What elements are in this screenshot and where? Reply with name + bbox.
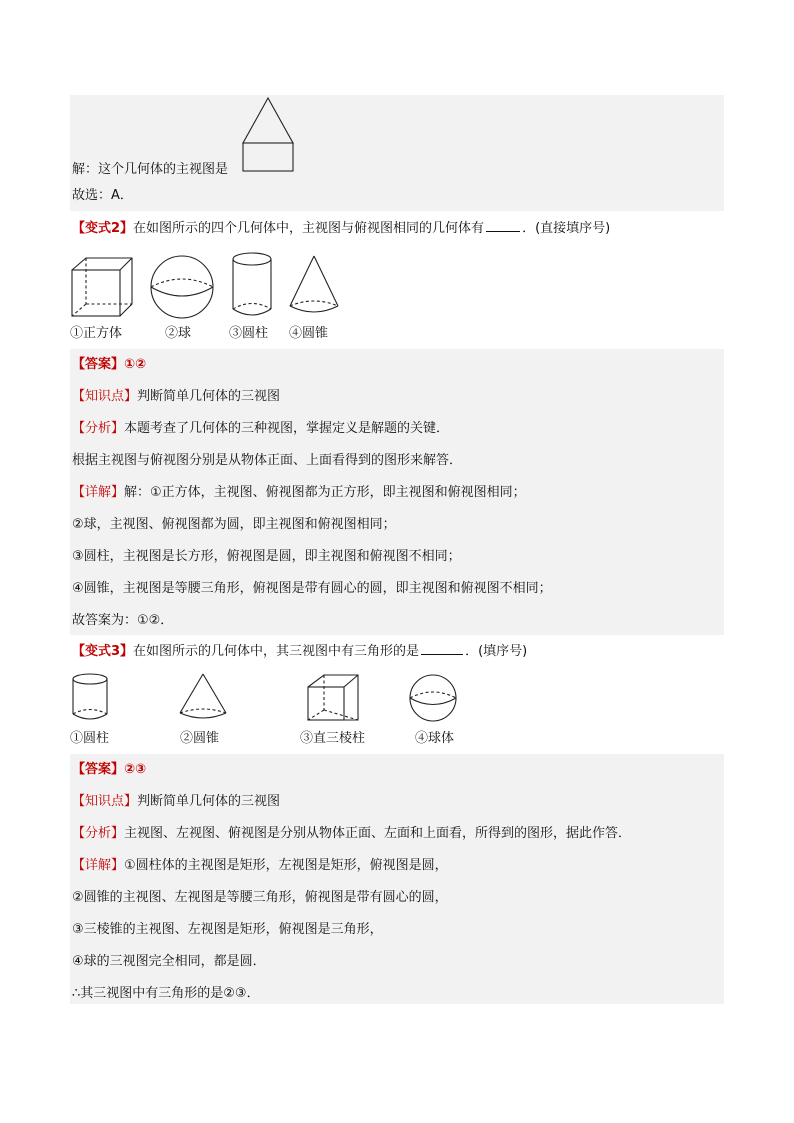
answer-blank xyxy=(421,642,463,655)
variant3-detail-4: ④球的三视图完全相同，都是圆． xyxy=(72,954,266,969)
answer-blank xyxy=(486,219,520,232)
caption-cone: ②圆锥 xyxy=(180,731,220,746)
cylinder-figure xyxy=(72,673,112,721)
knowledge-text: 判断简单几何体的三视图 xyxy=(137,794,281,809)
answer-tag: 【答案】 xyxy=(72,762,125,777)
choice-text: 故选：A． xyxy=(72,188,133,203)
prism-figure xyxy=(306,673,362,723)
variant2-question-a: 在如图所示的四个几何体中，主视图与俯视图相同的几何体有 xyxy=(133,221,485,236)
caption-sphere: ④球体 xyxy=(415,731,455,746)
analysis-tag: 【分析】 xyxy=(72,826,125,841)
variant3-conclusion: ∴其三视图中有三角形的是②③． xyxy=(72,986,260,1001)
house-shape-figure xyxy=(240,95,300,175)
knowledge-tag: 【知识点】 xyxy=(72,794,138,809)
sphere-figure xyxy=(409,674,461,726)
cube-figure xyxy=(70,256,136,318)
caption-cylinder: ③圆柱 xyxy=(229,326,269,341)
variant3-tag: 【变式3】 xyxy=(72,644,134,659)
variant2-conclusion: 故答案为：①②． xyxy=(72,613,174,628)
cone-figure xyxy=(288,254,344,318)
analysis-tag: 【分析】 xyxy=(72,421,125,436)
caption-cube: ①正方体 xyxy=(70,326,123,341)
knowledge-text: 判断简单几何体的三视图 xyxy=(137,389,281,404)
caption-prism: ③直三棱柱 xyxy=(300,731,366,746)
detail-tag: 【详解】 xyxy=(72,485,125,500)
variant3-detail-2: ②圆锥的主视图、左视图是等腰三角形，俯视图是带有圆心的圆， xyxy=(72,890,448,905)
detail-tag: 【详解】 xyxy=(72,858,125,873)
variant3-detail-1 xyxy=(72,857,448,875)
cylinder-figure xyxy=(231,252,275,318)
variant3-question xyxy=(72,642,527,661)
variant2-detail-4: ④圆锥，主视图是等腰三角形，俯视图是带有圆心的圆，即主视图和俯视图不相同； xyxy=(72,581,552,596)
caption-sphere: ②球 xyxy=(165,326,192,341)
variant2-answer xyxy=(72,356,146,374)
caption-cylinder: ①圆柱 xyxy=(70,731,110,746)
variant3-answer xyxy=(72,761,146,779)
solution-band-top xyxy=(70,95,724,211)
variant3-analysis xyxy=(72,825,631,843)
variant3-detail-3: ③三棱锥的主视图、左视图是矩形，俯视图是三角形， xyxy=(72,922,383,937)
variant2-analysis-1 xyxy=(72,420,449,438)
answer-tag: 【答案】 xyxy=(72,357,125,372)
cone-figure xyxy=(178,672,230,724)
variant3-question-a: 在如图所示的几何体中，其三视图中有三角形的是 xyxy=(133,644,420,659)
answer-value: ①② xyxy=(124,357,147,372)
variant2-detail-1 xyxy=(72,484,526,502)
variant2-detail-2: ②球，主视图、俯视图都为圆，即主视图和俯视图相同； xyxy=(72,517,396,532)
answer-value: ②③ xyxy=(124,762,147,777)
variant2-tag: 【变式2】 xyxy=(72,221,134,236)
variant2-analysis-2: 根据主视图与俯视图分别是从物体正面、上面看得到的图形来解答． xyxy=(72,453,463,468)
variant2-knowledge xyxy=(72,388,280,406)
detail-text: 解：①正方体，主视图、俯视图都为正方形，即主视图和俯视图相同； xyxy=(124,485,526,500)
sphere-figure xyxy=(150,255,216,321)
detail-text: ①圆柱体的主视图是矩形，左视图是矩形，俯视图是圆， xyxy=(124,858,448,873)
caption-cone: ④圆锥 xyxy=(289,326,329,341)
solution-text: 解：这个几何体的主视图是 xyxy=(72,162,229,177)
variant3-question-b: ．(填序号) xyxy=(465,644,528,659)
knowledge-tag: 【知识点】 xyxy=(72,389,138,404)
analysis-text: 本题考查了几何体的三种视图，掌握定义是解题的关键． xyxy=(124,421,450,436)
variant3-knowledge xyxy=(72,793,280,811)
variant2-question-b: ．(直接填序号) xyxy=(522,221,611,236)
variant2-detail-3: ③圆柱，主视图是长方形，俯视图是圆，即主视图和俯视图不相同； xyxy=(72,549,461,564)
variant2-question xyxy=(72,219,610,238)
analysis-text: 主视图、左视图、俯视图是分别从物体正面、左面和上面看，所得到的图形，据此作答． xyxy=(124,826,632,841)
